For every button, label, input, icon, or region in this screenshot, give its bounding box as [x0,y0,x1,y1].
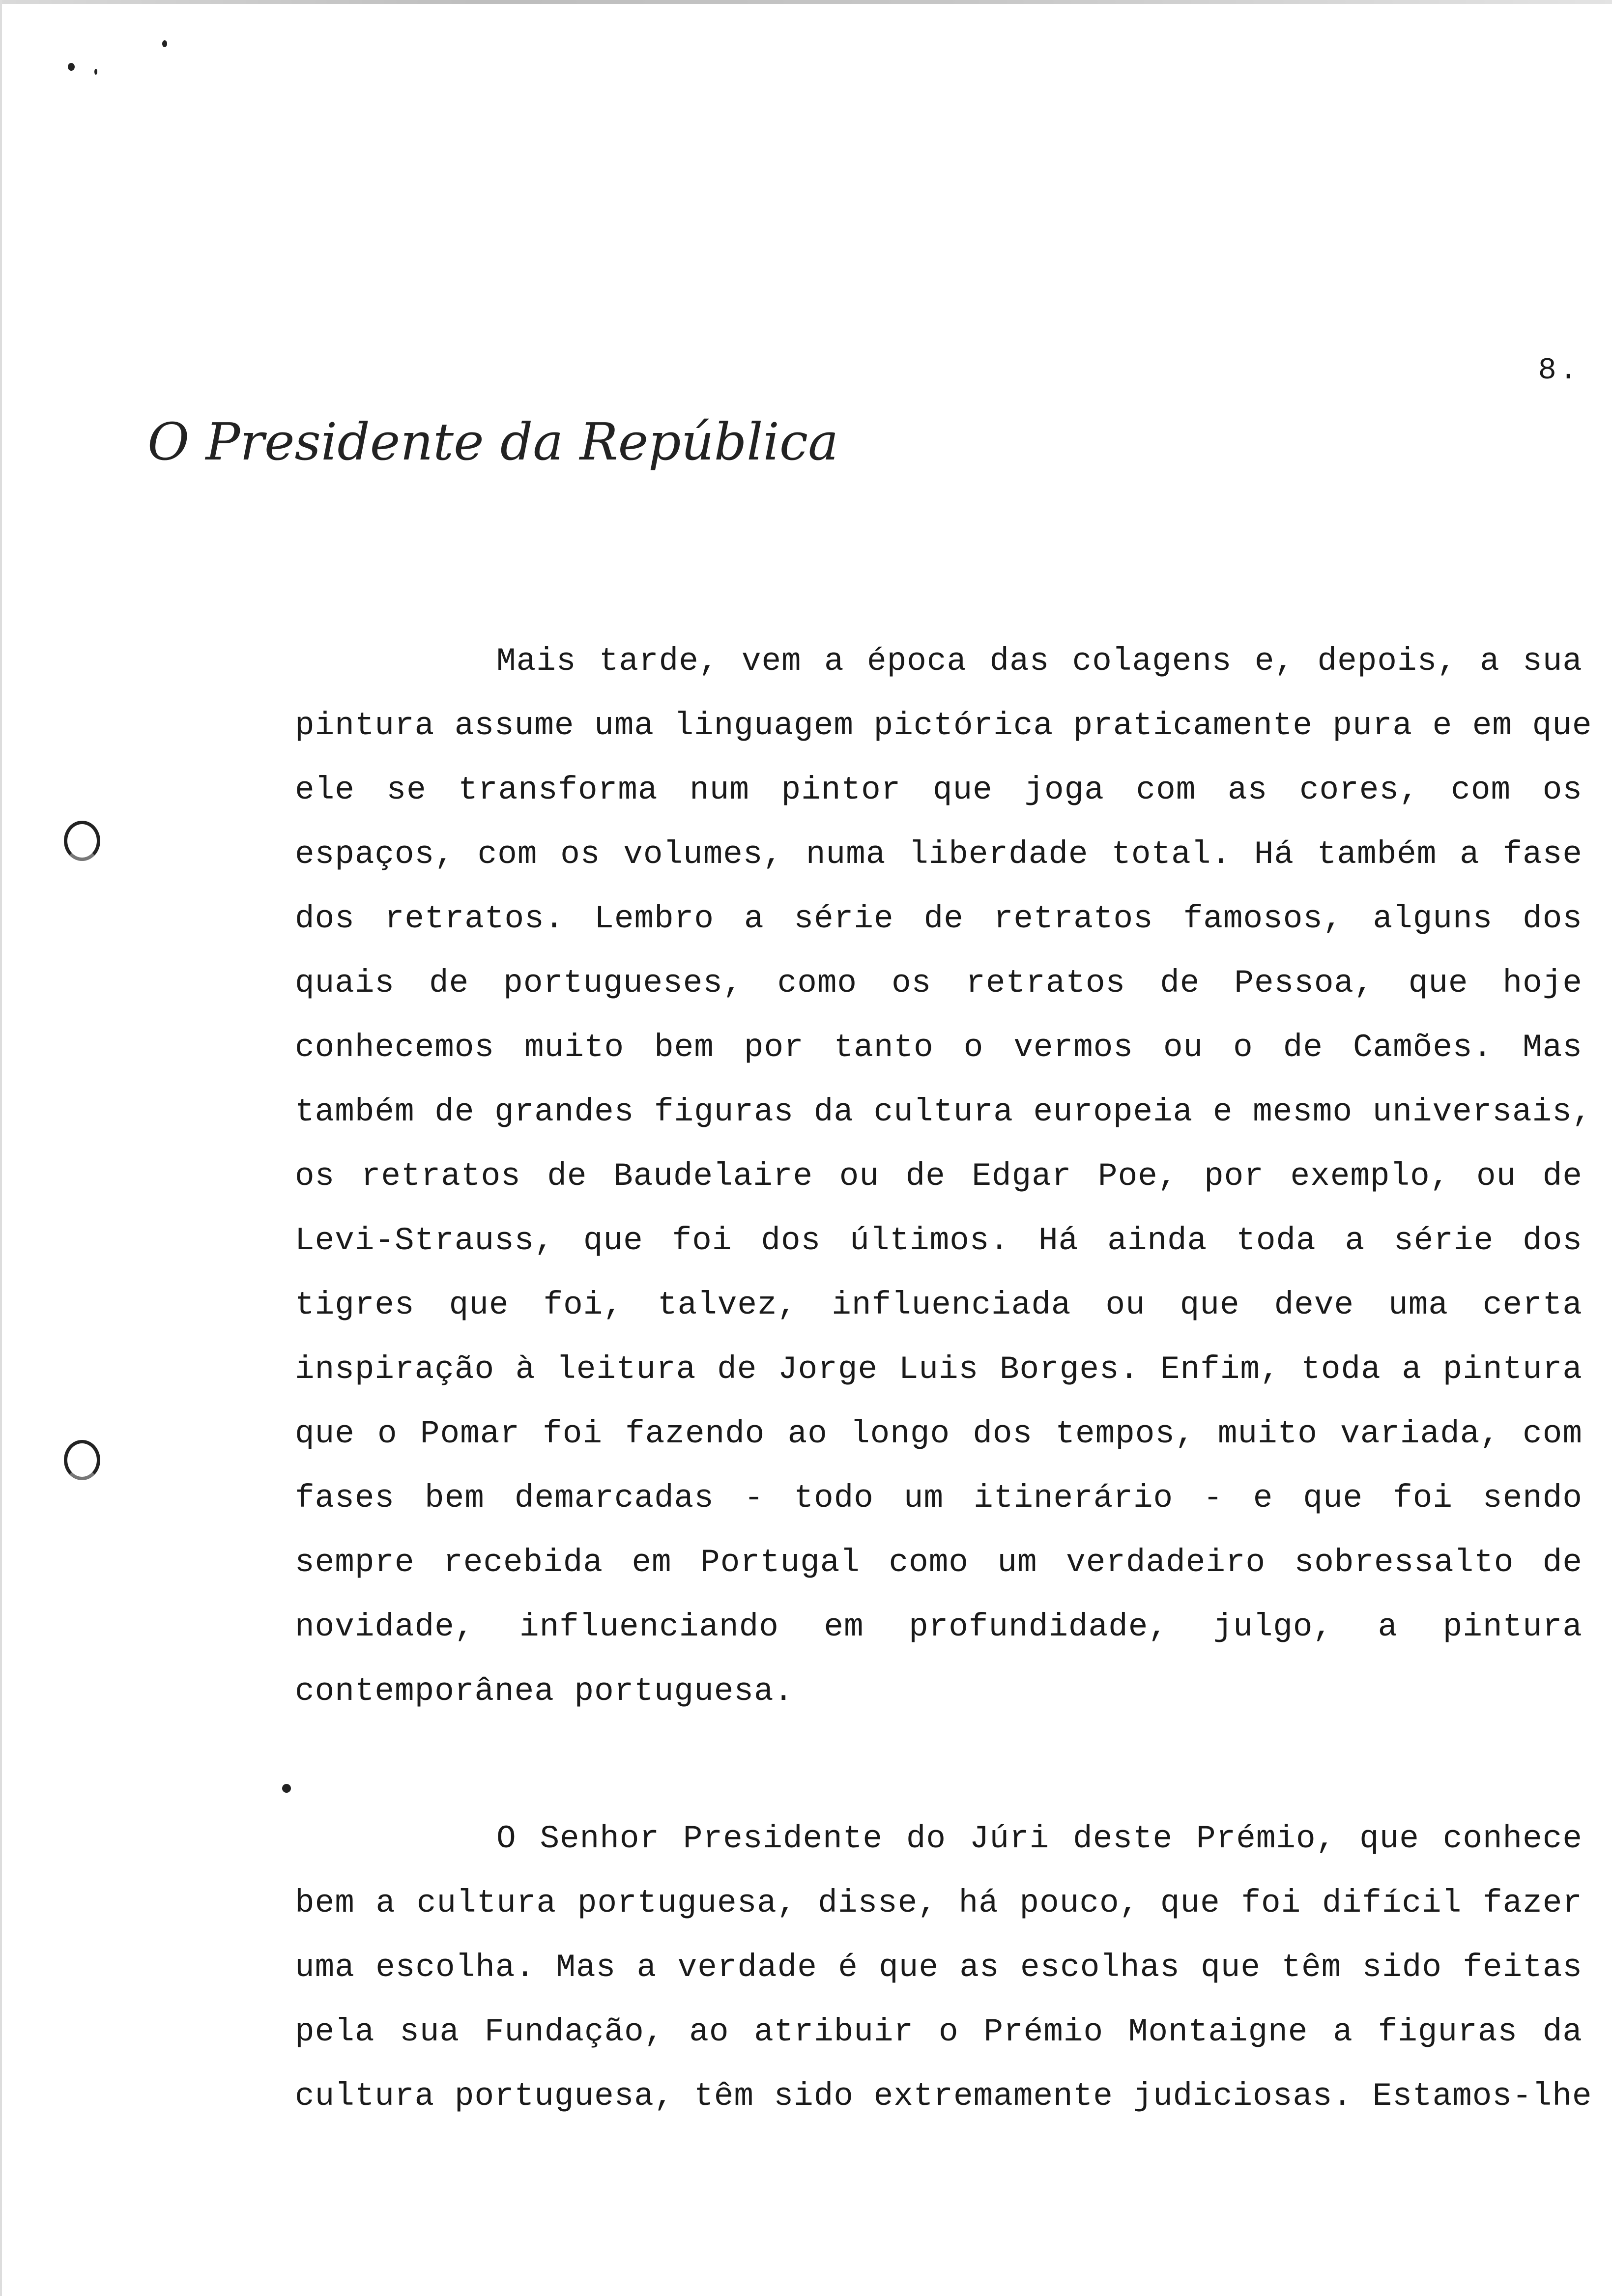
paragraph-1 [295,629,1592,1723]
scan-top-edge [0,0,1612,4]
text-line: pintura assume uma linguagem pictórica praticamente pura e em que [295,707,1592,744]
scan-speck [68,63,75,71]
text-line: fases bem demarcadas - todo um itinerário - e que foi sendo [295,1480,1583,1517]
text-line: conhecemos muito bem por tanto o vermos ou o de Camões. Mas [295,1029,1583,1066]
text-line: pela sua Fundação, ao atribuir o Prémio Montaigne a figuras da [295,2013,1583,2050]
text-line: sempre recebida em Portugal como um verdadeiro sobressalto de [295,1544,1583,1581]
text-line: espaços, com os volumes, numa liberdade total. Há também a fase [295,836,1583,873]
text-line: os retratos de Baudelaire ou de Edgar Poe, por exemplo, ou de [295,1158,1583,1195]
letterhead-title: O Presidente da República [147,412,839,472]
text-line: que o Pomar foi fazendo ao longo dos tempos, muito variada, com [295,1415,1583,1452]
text-line: inspiração à leitura de Jorge Luis Borges. Enfim, toda a pintura [295,1351,1583,1388]
text-line: Mais tarde, vem a época das colagens e, depois, a sua [496,643,1583,680]
text-line: também de grandes figuras da cultura europeia e mesmo universais, [295,1093,1592,1130]
text-line: tigres que foi, talvez, influenciada ou que deve uma certa [295,1287,1583,1323]
text-line: bem a cultura portuguesa, disse, há pouco, que foi difícil fazer [295,1885,1583,1922]
text-line: uma escolha. Mas a verdade é que as escolhas que têm sido feitas [295,1949,1583,1986]
text-line: dos retratos. Lembro a série de retratos famosos, alguns dos [295,900,1583,937]
text-line: O Senhor Presidente do Júri deste Prémio, que conhece [496,1820,1583,1857]
text-line: Levi-Strauss, que foi dos últimos. Há ainda toda a série dos [295,1222,1583,1259]
text-line: ele se transforma num pintor que joga com as cores, com os [295,772,1583,808]
text-line: contemporânea portuguesa. [295,1673,794,1710]
scan-speck [282,1784,291,1793]
paragraph-2 [295,1807,1592,2128]
text-line: cultura portuguesa, têm sido extremamente judiciosas. Estamos-lhe [295,2078,1592,2115]
text-line: quais de portugueses, como os retratos de Pessoa, que hoje [295,965,1583,1002]
punch-hole [64,1440,100,1480]
scan-speck [162,40,167,47]
scan-speck [94,69,97,75]
text-line: novidade, influenciando em profundidade, julgo, a pintura [295,1608,1583,1645]
page-number: 8. [1538,353,1581,388]
punch-hole [64,821,100,861]
scan-left-edge [0,0,2,2296]
